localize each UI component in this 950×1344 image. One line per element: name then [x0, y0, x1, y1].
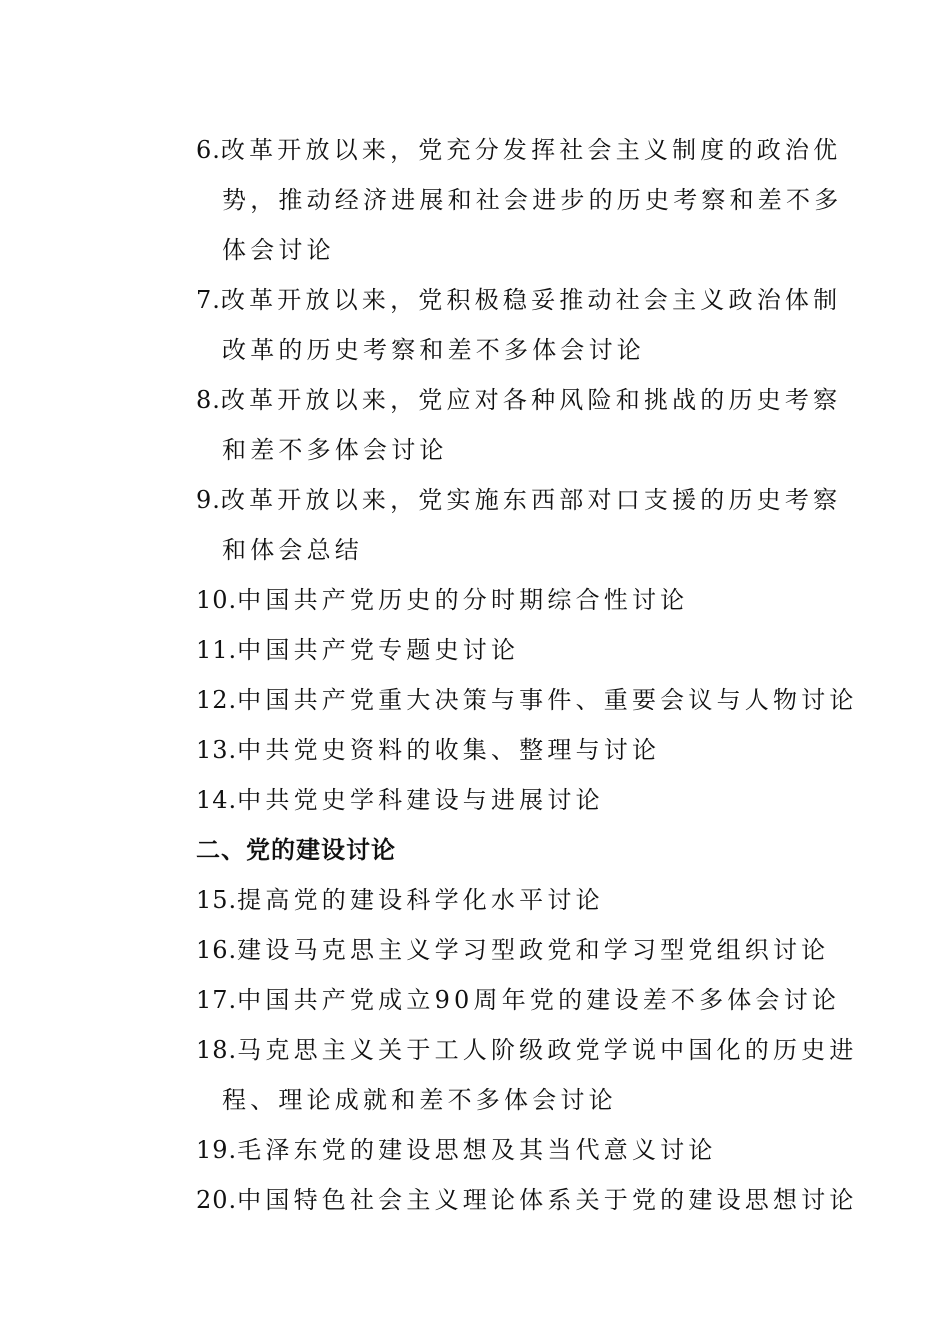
list-item — [196, 475, 842, 575]
item-text: 中国特色社会主义理论体系关于党的建设思想讨论 — [237, 1186, 858, 1214]
item-number: 20. — [196, 1186, 238, 1214]
item-number: 13. — [196, 736, 238, 764]
list-item — [196, 275, 842, 375]
item-text: 中国共产党历史的分时期综合性讨论 — [237, 586, 689, 614]
item-number: 17. — [196, 986, 238, 1014]
list-item — [196, 1025, 858, 1125]
list-item — [196, 1175, 858, 1225]
item-text: 改革开放以来，党实施东西部对口支援的历史考察 — [220, 486, 842, 514]
item-text: 改革开放以来，党应对各种风险和挑战的历史考察 — [220, 386, 842, 414]
item-text: 马克思主义关于工人阶级政党学说中国化的历史进 — [237, 1036, 858, 1064]
item-text: 建设马克思主义学习型政党和学习型党组织讨论 — [237, 936, 830, 964]
item-number: 6. — [196, 136, 221, 164]
item-number: 19. — [196, 1136, 238, 1164]
item-text: 中共党史资料的收集、整理与讨论 — [237, 736, 661, 764]
item-text: 和差不多体会讨论 — [222, 436, 448, 464]
section-heading: 二、党的建设讨论 — [196, 836, 396, 864]
item-text: 中国共产党成立90周年党的建设差不多体会讨论 — [237, 986, 841, 1014]
list-item — [196, 925, 830, 975]
item-number: 9. — [196, 486, 221, 514]
item-text: 中国共产党专题史讨论 — [237, 636, 520, 664]
item-text: 改革开放以来，党积极稳妥推动社会主义政治体制 — [220, 286, 842, 314]
item-number: 7. — [196, 286, 221, 314]
list-item — [196, 875, 816, 925]
item-text: 程、理论成就和差不多体会讨论 — [222, 1086, 617, 1114]
item-number: 18. — [196, 1036, 238, 1064]
list-item — [196, 725, 816, 775]
list-item — [196, 625, 816, 675]
topic-list — [196, 125, 858, 1225]
list-item — [196, 775, 816, 825]
item-text: 改革开放以来，党充分发挥社会主义制度的政治优 — [220, 136, 842, 164]
item-text: 提高党的建设科学化水平讨论 — [237, 886, 604, 914]
item-number: 15. — [196, 886, 238, 914]
item-number: 12. — [196, 686, 238, 714]
item-text: 中共党史学科建设与进展讨论 — [237, 786, 604, 814]
item-text: 体会讨论 — [222, 236, 335, 264]
list-item — [196, 575, 816, 625]
item-text: 毛泽东党的建设思想及其当代意义讨论 — [237, 1136, 717, 1164]
item-number: 14. — [196, 786, 238, 814]
item-number: 10. — [196, 586, 238, 614]
list-item — [196, 1125, 816, 1175]
list-item — [196, 975, 841, 1025]
list-item — [196, 675, 858, 725]
item-number: 11. — [196, 636, 238, 664]
item-text: 改革的历史考察和差不多体会讨论 — [222, 336, 645, 364]
item-text: 和体会总结 — [222, 536, 363, 564]
item-text: 中国共产党重大决策与事件、重要会议与人物讨论 — [237, 686, 858, 714]
item-number: 16. — [196, 936, 238, 964]
item-text: 势，推动经济进展和社会进步的历史考察和差不多 — [222, 186, 843, 214]
item-number: 8. — [196, 386, 221, 414]
list-item — [196, 375, 842, 475]
list-item — [196, 125, 843, 275]
